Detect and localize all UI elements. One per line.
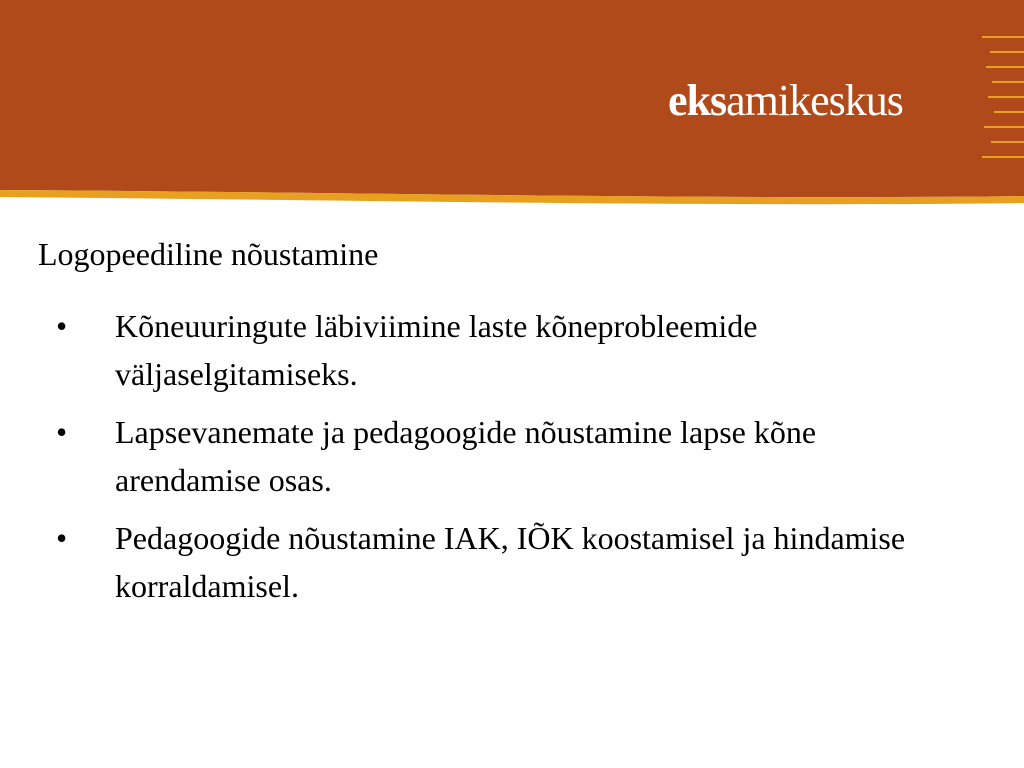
logo-text-mid: s [710, 76, 727, 125]
logo [668, 76, 903, 126]
list-item [0, 514, 1000, 610]
slide-title: Logopeediline nõustamine [38, 236, 379, 272]
bullet-icon: • [56, 308, 68, 344]
logo-text-bold: ek [668, 76, 710, 125]
bullet-list [0, 302, 1000, 620]
bullet-icon: • [56, 414, 68, 450]
list-item [0, 408, 1000, 504]
logo-text-rest: amikeskus [726, 76, 903, 125]
logo-stripes-decoration [982, 36, 1024, 162]
list-item [0, 302, 1000, 398]
bullet-icon: • [56, 520, 68, 556]
bullet-text: Lapsevanemate ja pedagoogide nõustamine lapse kõne arendamise osas. [115, 414, 817, 498]
bullet-text: Kõneuuringute läbiviimine laste kõneprobleemide väljaselgitamiseks. [115, 308, 758, 392]
bullet-text: Pedagoogide nõustamine IAK, IÕK koostamisel ja hindamise korraldamisel. [115, 520, 906, 604]
